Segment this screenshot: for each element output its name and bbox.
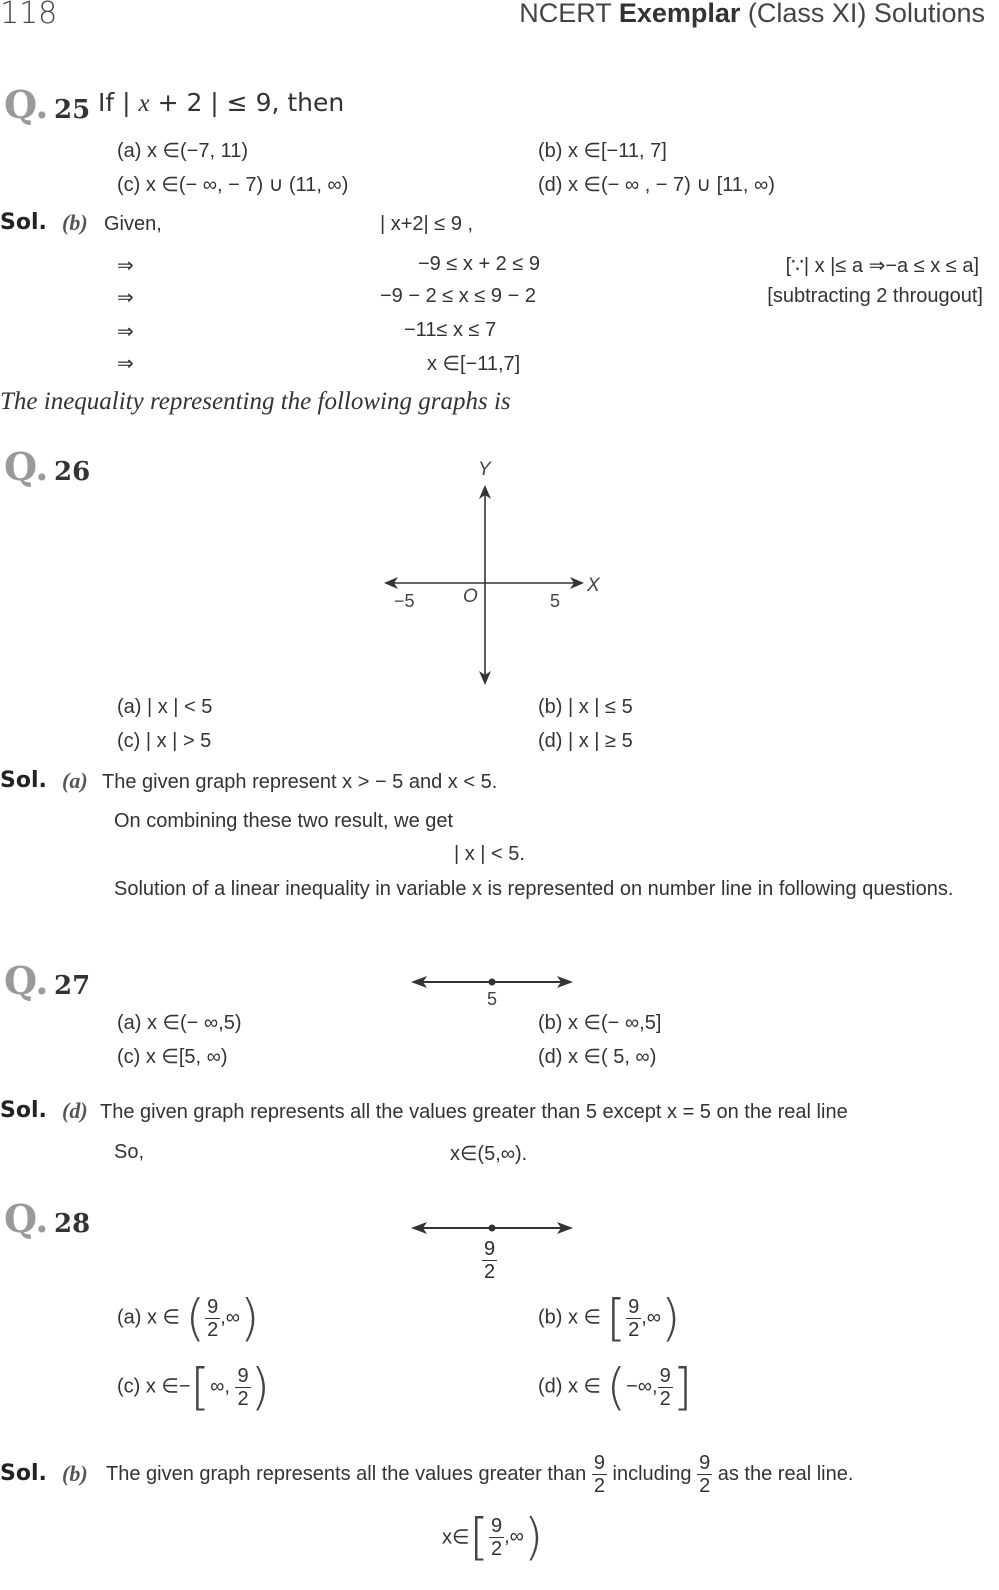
frac-num: 9 — [659, 1364, 671, 1387]
q-number: 27 — [54, 971, 91, 1001]
question-label-28 — [4, 1196, 90, 1241]
q25-step-1-note: [∵| x |≤ a ⇒−a ≤ x ≤ a] — [785, 255, 979, 277]
frac-den: 2 — [484, 1261, 496, 1283]
frac-den: 2 — [237, 1387, 249, 1410]
q-number: 25 — [54, 95, 91, 125]
book-suffix: (Class XI) Solutions — [747, 0, 985, 28]
question-label-27 — [4, 958, 90, 1003]
q27-sol-label: Sol. — [0, 1098, 47, 1123]
frac-num: 9 — [207, 1295, 219, 1318]
q-number: 28 — [54, 1209, 91, 1239]
frac-den: 2 — [699, 1475, 711, 1497]
y-axis-label: Y — [478, 459, 491, 480]
frac-num: 9 — [628, 1295, 640, 1318]
q28-sol-text — [106, 1452, 853, 1497]
q28-option-d — [538, 1358, 693, 1416]
q27-option-d: (d) x ∈( 5, ∞) — [538, 1046, 657, 1068]
paren-open: ( — [185, 1289, 206, 1347]
opt-prefix: (c) x ∈− — [117, 1375, 191, 1398]
q-letter: Q. — [4, 958, 49, 1003]
paren-close: ) — [240, 1289, 260, 1347]
infinity: ∞ — [225, 1306, 241, 1329]
q25-option-d: (d) x ∈(− ∞ , − 7) ∪ [11, ∞) — [538, 174, 775, 196]
sol-text-3: as the real line. — [717, 1463, 854, 1485]
final-prefix: x∈ — [442, 1526, 470, 1549]
q25-step-2: −9 − 2 ≤ x ≤ 9 − 2 — [380, 285, 536, 307]
infinity: ∞ — [509, 1525, 524, 1548]
infinity: ∞ — [646, 1306, 662, 1329]
q27-option-b: (b) x ∈(− ∞,5] — [538, 1012, 662, 1034]
q25-option-b: (b) x ∈[−11, 7] — [538, 140, 667, 162]
q26-sol-option: (a) — [62, 768, 88, 793]
implies-arrow: ⇒ — [117, 255, 134, 277]
comma: , — [220, 1306, 226, 1329]
q-number: 26 — [54, 457, 91, 487]
frac-num: 9 — [237, 1364, 249, 1387]
frac-den: 2 — [490, 1537, 503, 1560]
point-marker — [489, 979, 496, 986]
q-letter: Q. — [4, 1196, 49, 1241]
q26-sol-line-3: | x | < 5. — [454, 843, 525, 865]
paren-close: ) — [523, 1508, 544, 1566]
coordinate-graph — [370, 455, 620, 690]
paren-close: ) — [661, 1289, 681, 1347]
paren-close: ) — [250, 1358, 271, 1416]
opt-prefix: (d) x ∈ — [538, 1375, 601, 1398]
tick-label-neg5: −5 — [394, 591, 415, 611]
frac-den: 2 — [593, 1475, 605, 1497]
implies-arrow: ⇒ — [117, 321, 134, 343]
page-number: 118 — [0, 0, 58, 31]
q28-final-answer — [442, 1508, 544, 1566]
q25-sol-option: (b) — [62, 210, 88, 235]
number-line-5 — [405, 968, 580, 1013]
q26-sol-line-2: On combining these two result, we get — [114, 810, 454, 832]
origin-label: O — [463, 586, 478, 607]
bracket-close: ] — [672, 1358, 693, 1416]
q26-sol-label: Sol. — [0, 768, 47, 793]
tick-label-5: 5 — [550, 591, 561, 611]
q27-sol-line-2: x∈(5,∞). — [450, 1143, 528, 1165]
question-label-26 — [4, 444, 90, 489]
q27-option-c: (c) x ∈[5, ∞) — [117, 1046, 228, 1068]
q27-sol-option: (d) — [62, 1098, 88, 1123]
book-title-bold: Exemplar — [618, 0, 741, 28]
section-heading: The inequality representing the following graphs is — [0, 388, 511, 415]
neg-infinity: −∞, — [626, 1375, 658, 1398]
frac-num: 9 — [699, 1452, 711, 1474]
q25-step-4: x ∈[−11,7] — [427, 353, 521, 375]
q28-sol-option: (b) — [62, 1461, 88, 1486]
comma: , — [224, 1375, 230, 1398]
stem-var: x — [138, 90, 150, 117]
q-letter: Q. — [4, 444, 49, 489]
frac-num: 9 — [593, 1452, 605, 1474]
frac-den: 2 — [207, 1318, 219, 1341]
bracket-open: [ — [190, 1358, 211, 1416]
q26-option-d: (d) | x | ≥ 5 — [538, 730, 633, 752]
q25-given: Given, — [104, 213, 162, 235]
implies-arrow: ⇒ — [117, 353, 134, 375]
point-label-fraction — [482, 1238, 497, 1283]
bracket-open: [ — [606, 1289, 627, 1347]
q25-option-a: (a) x ∈(−7, 11) — [117, 140, 248, 162]
bracket-open: [ — [469, 1508, 489, 1566]
q25-sol-label: Sol. — [0, 210, 47, 235]
q-letter: Q. — [4, 82, 49, 127]
q27-option-a: (a) x ∈(− ∞,5) — [117, 1012, 242, 1034]
opt-prefix: (a) x ∈ — [117, 1306, 180, 1329]
comma: , — [504, 1525, 510, 1548]
q25-stem — [98, 88, 344, 118]
question-label-25 — [4, 82, 90, 127]
q25-step-3: −11≤ x ≤ 7 — [404, 319, 497, 341]
running-header — [519, 0, 985, 29]
q25-given-expr: | x+2| ≤ 9 , — [380, 213, 474, 235]
infinity: ∞ — [210, 1375, 225, 1398]
q25-step-1: −9 ≤ x + 2 ≤ 9 — [418, 253, 541, 275]
paren-open: ( — [606, 1358, 627, 1416]
q27-so: So, — [114, 1141, 145, 1163]
opt-prefix: (b) x ∈ — [538, 1306, 601, 1329]
book-prefix: NCERT — [519, 0, 612, 28]
q28-option-c — [117, 1358, 271, 1416]
stem-prefix: If | — [98, 88, 131, 117]
stem-rest: + 2 | ≤ 9, then — [157, 88, 345, 117]
sol-text-1: The given graph represents all the values greater than — [106, 1463, 587, 1485]
frac-den: 2 — [628, 1318, 640, 1341]
q26-option-a: (a) | x | < 5 — [117, 696, 213, 718]
point-marker — [489, 1225, 496, 1232]
sol-text-2: including — [612, 1463, 692, 1485]
comma: , — [641, 1306, 647, 1329]
q26-option-b: (b) | x | ≤ 5 — [538, 696, 633, 718]
implies-arrow: ⇒ — [117, 287, 134, 309]
q28-sol-label: Sol. — [0, 1461, 47, 1486]
frac-num: 9 — [484, 1238, 496, 1260]
q28-option-b — [538, 1289, 681, 1347]
q28-option-a — [117, 1289, 260, 1347]
q26-sol-line-1: The given graph represent x > − 5 and x < 5. — [102, 771, 498, 793]
q26-sol-line-4: Solution of a linear inequality in variable x is represented on number line in following questions. — [114, 878, 954, 900]
x-axis-label: X — [587, 575, 600, 596]
frac-num: 9 — [490, 1514, 503, 1537]
q27-sol-line-1: The given graph represents all the values greater than 5 except x = 5 on the real line — [100, 1101, 848, 1123]
q25-step-2-note: [subtracting 2 througout] — [767, 285, 983, 307]
q26-option-c: (c) | x | > 5 — [117, 730, 212, 752]
q25-option-c: (c) x ∈(− ∞, − 7) ∪ (11, ∞) — [117, 174, 349, 196]
point-label: 5 — [487, 989, 498, 1009]
frac-den: 2 — [659, 1387, 671, 1410]
